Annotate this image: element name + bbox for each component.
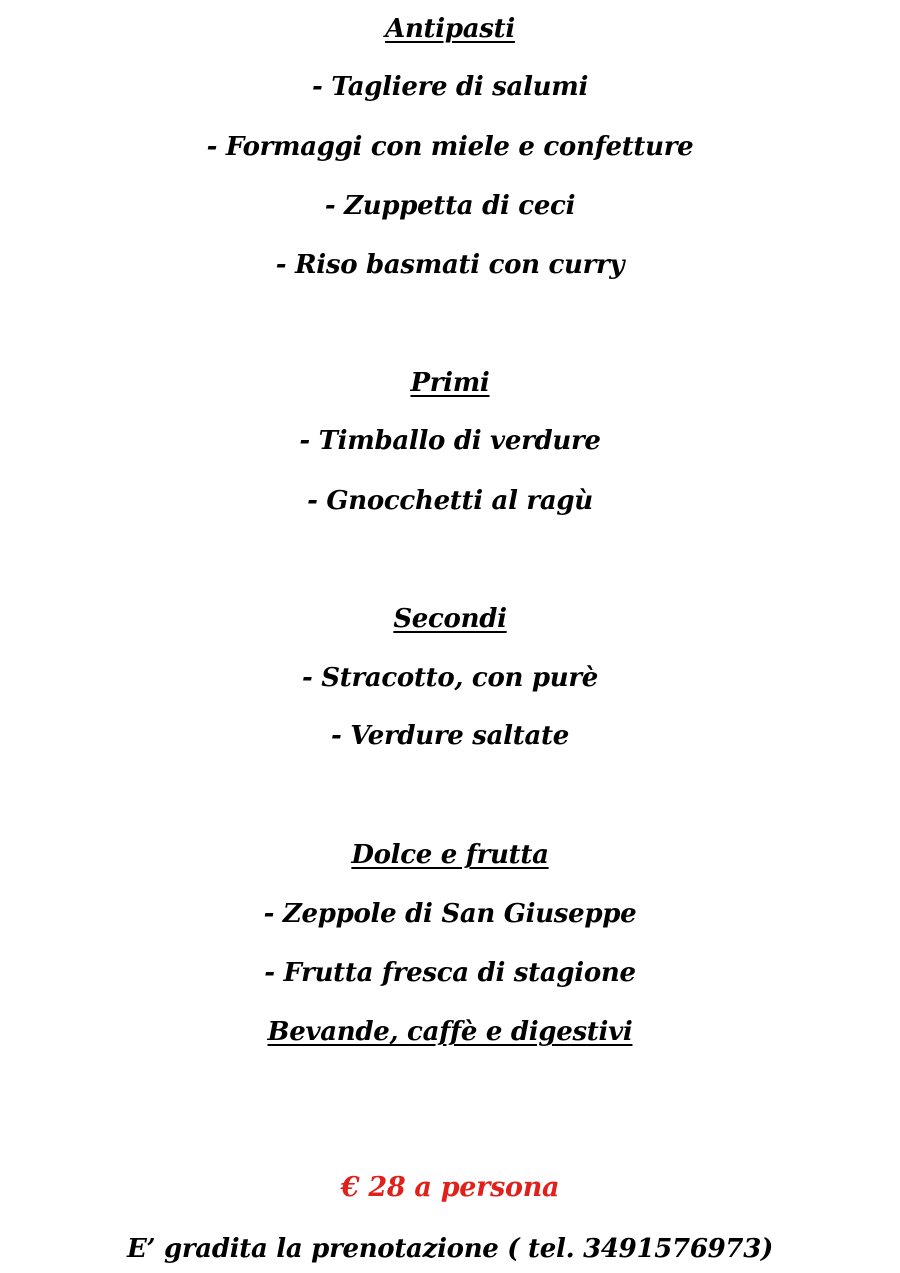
menu-item-tagliere: - Tagliere di salumi xyxy=(311,72,589,102)
dolce-heading: Dolce e frutta xyxy=(351,840,549,870)
drinks-line: Bevande, caffè e digestivi xyxy=(267,1017,633,1047)
menu-item-gnocchetti: - Gnocchetti al ragù xyxy=(307,486,593,516)
price-label: € 28 a persona xyxy=(340,1172,560,1203)
menu-item-riso: - Riso basmati con curry xyxy=(275,250,625,280)
menu-item-verdure: - Verdure saltate xyxy=(331,721,569,751)
reservation-note: E’ gradita la prenotazione ( tel. 3491576973) xyxy=(127,1234,773,1264)
menu-item-timballo: - Timballo di verdure xyxy=(299,426,601,456)
menu-item-frutta: - Frutta fresca di stagione xyxy=(264,958,636,988)
menu-item-formaggi: - Formaggi con miele e confetture xyxy=(206,132,694,162)
menu-item-zuppetta: - Zuppetta di ceci xyxy=(324,191,576,221)
menu-item-stracotto: - Stracotto, con purè xyxy=(302,663,598,693)
antipasti-heading: Antipasti xyxy=(385,14,515,44)
secondi-heading: Secondi xyxy=(393,604,507,634)
primi-heading: Primi xyxy=(410,368,490,398)
menu-item-zeppole: - Zeppole di San Giuseppe xyxy=(263,899,637,929)
